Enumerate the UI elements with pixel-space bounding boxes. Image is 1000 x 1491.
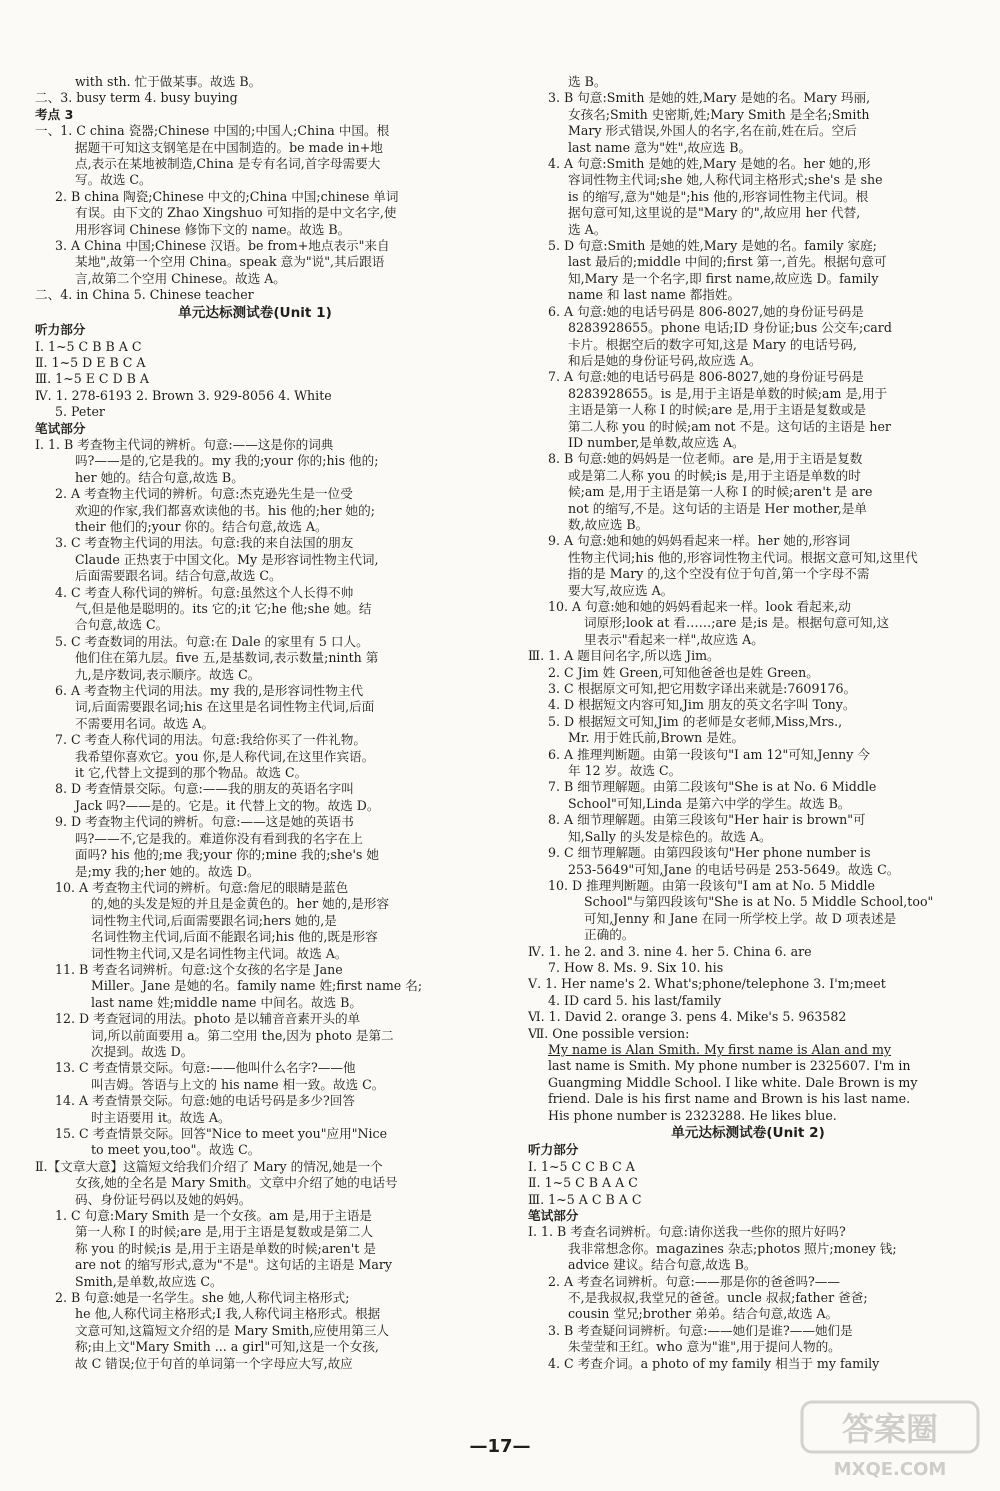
text-line: 7. How 8. Ms. 9. Six 10. his	[548, 959, 724, 975]
text-line: 词,所以前面要用 a。第二空用 the,因为 photo 是第二	[91, 1027, 394, 1043]
text-line: 4. C 考查人称代词的辨析。句意:虽然这个人长得不帅	[55, 584, 354, 600]
text-line: 写。故选 C。	[75, 172, 152, 188]
text-line: name 和 last name 都指姓。	[568, 287, 741, 303]
text-line: Ⅲ. 1~5 E C D B A	[35, 371, 150, 387]
text-line: 3. A China 中国;Chinese 汉语。be from+地点表示"来自	[55, 238, 390, 254]
page-number: —17—	[469, 1436, 531, 1457]
text-line: last name is Smith. My phone number is 2325607. I'm in	[548, 1058, 911, 1074]
text-line: 词性物主代词,后面需要跟名词;hers 她的,是	[91, 912, 337, 928]
text-line: 点,表示在某地被制造,China 是专有名词,首字母需要大	[75, 156, 381, 172]
text-line: not 的缩写,不是。这句话的主语是 Her mother,是单	[568, 500, 867, 516]
text-line: Ⅰ. 1~5 C C B C A	[528, 1158, 635, 1174]
text-line: 词原形;look at 看……;are 是;is 是。根据句意可知,这	[584, 615, 890, 631]
text-line: 故 C 错误;位于句首的单词第一个字母应大写,故应	[75, 1355, 353, 1371]
text-line: 后面需要跟名词。结合句意,故选 C。	[75, 568, 282, 584]
text-line: 8. B 句意:她的妈妈是一位老师。are 是,用于主语是复数	[548, 451, 863, 467]
text-line: 选 B。	[568, 74, 607, 89]
text-line: 2. B 句意:她是一名学生。she 她,人称代词主格形式;	[55, 1290, 350, 1306]
text-line: 某地",故第一个空用 China。speak 意为"说",其后跟语	[75, 254, 385, 270]
text-line: Claude 正热衷于中国文化。My 是形容词性物主代词,	[75, 551, 379, 567]
text-line: 称;由上文"Mary Smith ... a girl"可知,这是一个女孩,	[75, 1339, 379, 1355]
text-line: 据题干可知这支钢笔是在中国制造的。be made in+地	[75, 139, 383, 155]
text-line: 性物主代词;his 他的,形容词性物主代词。根据文意可知,这里代	[568, 549, 918, 565]
text-line: Mary 形式错误,外国人的名字,名在前,姓在后。空后	[568, 123, 857, 139]
text-line: 5. C 考查数词的用法。句意:在 Dale 的家里有 5 口人。	[55, 633, 369, 649]
text-line: 听力部分	[528, 1142, 579, 1158]
text-line: 4. A 句意:Smith 是她的姓,Mary 是她的名。her 她的,形	[548, 156, 871, 172]
text-line: 容词性物主代词;she 她,人称代词主格形式;she's 是 she	[568, 172, 883, 188]
text-line: Guangming Middle School. I like white. Dale Brown is my	[548, 1074, 918, 1090]
text-line: to meet you,too"。故选 C。	[91, 1142, 261, 1158]
text-line: Jack 吗?——是的。它是。it 代替上文的物。故选 D。	[75, 797, 380, 813]
text-line: 15. C 考查情景交际。回答"Nice to meet you"应用"Nice	[55, 1126, 388, 1141]
text-line: 合句意,故选 C。	[75, 617, 169, 633]
text-line: 或是第二人称 you 的时候;is 是,用于主语是单数的时	[568, 467, 861, 483]
text-line: 12. D 考查冠词的用法。photo 是以辅音音素开头的单	[55, 1011, 361, 1027]
text-line: Ⅳ. 1. 278-6193 2. Brown 3. 929-8056 4. White	[35, 387, 332, 403]
text-line: 一、1. C china 瓷器;Chinese 中国的;中国人;China 中国。根	[35, 123, 390, 139]
text-line: 卡片。根据空后的数字可知,这是 Mary 的电话号码,	[568, 336, 857, 352]
text-line: 的,她的头发是短的并且是金黄色的。her 她的,是形容	[91, 896, 390, 912]
text-line: ID number,是单数,故应选 A。	[568, 434, 745, 450]
text-line: 女孩,她的全名是 Mary Smith。文章中介绍了她的电话号	[75, 1175, 398, 1191]
text-line: 9. C 细节理解题。由第四段该句"Her phone number is	[548, 845, 871, 861]
text-line: Mr. 用于姓氏前,Brown 是姓。	[568, 730, 745, 746]
text-line: 10. D 推理判断题。由第一段该句"I am at No. 5 Middle	[548, 877, 875, 893]
text-line: 言,故第二个空用 Chinese。故选 A。	[75, 270, 286, 286]
text-line: 候;am 是,用于主语是第一人称 I 的时候;aren't 是 are	[568, 484, 873, 500]
text-line: 年 12 岁。故选 C。	[568, 763, 682, 779]
text-line: 3. C 考查物主代词的用法。句意:我的来自法国的朋友	[55, 535, 354, 551]
text-line: 吗?——是的,它是我的。my 我的;your 你的;his 他的;	[75, 453, 379, 469]
text-line: 名词性物主代词,后面不能跟名词;his 他的,既是形容	[91, 929, 378, 945]
left-column	[35, 74, 475, 1372]
text-line: 11. B 考查名词辨析。句意:这个女孩的名字是 Jane	[55, 961, 343, 977]
text-line: Ⅲ. 1. A 题目问名字,所以选 Jim。	[528, 648, 720, 664]
text-line: Ⅵ. 1. David 2. orange 3. pens 4. Mike's 5. 963582	[528, 1009, 847, 1025]
text-line: School"与第四段该句"She is at No. 5 Middle School,too"	[584, 894, 934, 910]
text-line: 我希望你喜欢它。you 你,是人称代词,在这里作宾语。	[75, 748, 375, 764]
watermark-text: 答案圈	[841, 1410, 939, 1448]
text-line: 第二人称 you 的时候;am not 不是。这句话的主语是 her	[568, 418, 891, 434]
text-line: it 它,代替上文提到的那个物品。故选 C。	[75, 765, 308, 781]
text-line: 时主语要用 it。故选 A。	[91, 1109, 231, 1125]
text-line: 吗?——不,它是我的。难道你没有看到我的名字在上	[75, 830, 363, 846]
text-line: Ⅱ.【文章大意】这篇短文给我们介绍了 Mary 的情况,她是一个	[35, 1158, 383, 1174]
text-line: My name is Alan Smith. My first name is Alan and my	[548, 1041, 892, 1057]
text-line: 和后是她的身份证号码,故应选 A。	[568, 352, 762, 368]
text-line: 5. D 根据短文可知,Jim 的老师是女老师,Miss,Mrs.,	[548, 713, 843, 729]
section-heading: 单元达标测试卷(Unit 2)	[671, 1125, 825, 1141]
text-line: 笔试部分	[35, 420, 86, 436]
text-line: 主语是第一人称 I 的时候;are 是,用于主语是复数或是	[568, 402, 867, 418]
text-line: 13. C 考查情景交际。句意:——他叫什么名字?——他	[55, 1060, 356, 1076]
text-line: 5. D 句意:Smith 是她的姓,Mary 是她的名。family 家庭;	[548, 238, 877, 254]
text-line: 14. A 考查情景交际。句意:她的电话号码是多少?回答	[55, 1093, 355, 1109]
text-line: Ⅰ. 1. B 考查名词辨析。句意:请你送我一些你的照片好吗?	[528, 1224, 846, 1240]
text-line: Ⅴ. 1. Her name's 2. What's;phone/telephone 3. I'm;meet	[528, 976, 886, 992]
text-line: 3. B 句意:Smith 是她的姓,Mary 是她的名。Mary 玛丽,	[548, 90, 871, 106]
text-line: 4. ID card 5. his last/family	[548, 992, 721, 1008]
text-line: last 最后的;middle 中间的;first 第一,首先。根据句意可	[568, 254, 887, 270]
text-line: advice 建议。结合句意,故选 B。	[568, 1257, 757, 1273]
text-line: 我非常想念你。magazines 杂志;photos 照片;money 钱;	[568, 1240, 897, 1256]
text-line: 不,是我叔叔,我堂兄的爸爸。uncle 叔叔;father 爸爸;	[568, 1290, 868, 1306]
text-line: 听力部分	[35, 322, 86, 338]
text-line: Ⅶ. One possible version:	[528, 1025, 690, 1041]
text-line: 有误。由下文的 Zhao Xingshuo 可知指的是中文名字,使	[75, 205, 397, 221]
text-line: 2. C Jim 姓 Green,可知他爸爸也是姓 Green。	[548, 664, 819, 680]
text-line: 用形容词 Chinese 修饰下文的 name。故选 B。	[75, 221, 351, 237]
text-line: 气,但是他是聪明的。its 它的;it 它;he 他;she 她。结	[75, 601, 372, 616]
text-line: Miller。Jane 是她的名。family name 姓;first name 名;	[91, 978, 423, 994]
text-line: 6. A 考查物主代词的用法。my 我的,是形容词性物主代	[55, 683, 364, 699]
watermark-logo	[800, 1400, 980, 1482]
text-line: 朱莹莹和王红。who 意为"谁",用于提问人物的。	[568, 1339, 841, 1355]
text-line: are not 的缩写形式,意为"不是"。这句话的主语是 Mary	[75, 1257, 392, 1273]
text-line: 二、4. in China 5. Chinese teacher	[35, 287, 254, 303]
text-line: 10. A 考查物主代词的辨析。句意:詹尼的眼睛是蓝色	[55, 879, 349, 895]
text-line: 4. D 根据短文内容可知,Jim 朋友的英文名字叫 Tony。	[548, 697, 856, 713]
text-line: 253-5649"可知,Jane 的电话号码是 253-5649。故选 C。	[568, 861, 900, 877]
text-line: last name 意为"姓",故应选 B。	[568, 139, 752, 155]
text-line: Ⅰ. 1. B 考查物主代词的辨析。句意:——这是你的词典	[35, 436, 334, 452]
text-line: Ⅱ. 1~5 D E B C A	[35, 354, 146, 370]
text-line: 词,后面需要跟名词;his 在这里是名词性物主代词,后面	[75, 699, 375, 715]
text-line: 知,Sally 的头发是棕色的。故选 A。	[568, 828, 772, 844]
text-line: 他们住在第九层。five 五,是基数词,表示数量;ninth 第	[75, 650, 379, 666]
text-line: Ⅰ. 1~5 C B B A C	[35, 338, 142, 354]
text-line: Smith,是单数,故应选 C。	[75, 1273, 223, 1289]
section-heading: 单元达标测试卷(Unit 1)	[178, 304, 332, 321]
text-line: 2. A 考查物主代词的辨析。句意:杰克逊先生是一位受	[55, 486, 353, 502]
text-line: 1. C 句意:Mary Smith 是一个女孩。am 是,用于主语是	[55, 1208, 372, 1224]
text-line: 不需要用名词。故选 A。	[75, 715, 215, 731]
text-line: 4. C 考查介词。a photo of my family 相当于 my family	[548, 1355, 880, 1371]
text-line: 8283928655。is 是,用于主语是单数的时候;am 是,用于	[568, 385, 888, 401]
text-line: 可知,Jenny 和 Jane 在同一所学校上学。故 D 项表述是	[584, 910, 897, 926]
text-line: 词性物主代词,又是名词性物主代词。故选 A。	[91, 945, 348, 961]
text-line: their 他们的;your 你的。结合句意,故选 A。	[75, 518, 328, 534]
text-line: 9. D 考查物主代词的辨析。句意:——这是她的英语书	[55, 814, 354, 830]
text-line: 9. A 句意:她和她的妈妈看起来一样。her 她的,形容词	[548, 533, 851, 549]
text-line: 6. A 句意:她的电话号码是 806-8027,她的身份证号码是	[548, 303, 864, 319]
text-line: 8283928655。phone 电话;ID 身份证;bus 公交车;card	[568, 320, 892, 336]
text-line: 3. B 考查疑问词辨析。句意:——她们是谁?——她们是	[548, 1322, 853, 1338]
text-line: 指的是 Mary 的,这个空没有位于句首,第一个字母不需	[568, 566, 870, 582]
text-line: 正确的。	[584, 927, 635, 943]
text-line: is 的缩写,意为"她是";his 他的,形容词性物主代词。根	[568, 188, 869, 204]
text-line: 8. A 细节理解题。由第三段该句"Her hair is brown"可	[548, 812, 866, 828]
text-line: 考点 3	[35, 106, 74, 122]
text-line: 文意可知,这篇短文介绍的是 Mary Smith,应使用第三人	[75, 1322, 390, 1338]
watermark-url: MXQE.COM	[833, 1459, 947, 1480]
text-line: 2. B china 陶瓷;Chinese 中文的;China 中国;chinese 单词	[55, 188, 399, 204]
text-line: 二、3. busy term 4. busy buying	[35, 90, 238, 106]
text-line: 第一人称 I 的时候;are 是,用于主语是复数或是第二人	[75, 1224, 374, 1240]
text-line: 7. B 细节理解题。由第二段该句"She is at No. 6 Middle	[548, 779, 877, 795]
text-line: 叫吉姆。答语与上文的 his name 相一致。故选 C。	[91, 1076, 385, 1092]
right-column	[528, 74, 968, 1372]
text-line: 据句意可知,这里说的是"Mary 的",故应用 her 代替,	[568, 205, 861, 221]
text-line: friend. Dale is his first name and Brown is his last name.	[548, 1091, 911, 1107]
text-line: 九,是序数词,表示顺序。故选 C。	[75, 666, 261, 682]
text-line: 称 you 的时候;is 是,用于主语是单数的时候;aren't 是	[75, 1240, 376, 1256]
text-line: 7. A 句意:她的电话号码是 806-8027,她的身份证号码是	[548, 369, 864, 385]
text-line: 10. A 句意:她和她的妈妈看起来一样。look 看起来,动	[548, 599, 851, 614]
text-line: 5. Peter	[55, 404, 105, 420]
text-line: 女孩名;Smith 史密斯,姓;Mary Smith 是全名;Smith	[568, 106, 870, 122]
text-line: cousin 堂兄;brother 弟弟。结合句意,故选 A。	[568, 1306, 839, 1322]
text-line: 笔试部分	[528, 1208, 579, 1224]
text-line: Ⅳ. 1. he 2. and 3. nine 4. her 5. China 6. are	[528, 943, 812, 959]
text-line: with sth. 忙于做某事。故选 B。	[75, 74, 262, 89]
text-line: 知,Mary 是一个名字,即 first name,故应选 D。family	[568, 270, 879, 286]
text-line: 7. C 考查人称代词的用法。句意:我给你买了一件礼物。	[55, 732, 366, 748]
text-line: 8. D 考查情景交际。句意:——我的朋友的英语名字叫	[55, 781, 354, 797]
text-line: he 他,人称代词主格形式;I 我,人称代词主格形式。根据	[75, 1306, 381, 1322]
text-line: 是;my 我的;her 她的。故选 D。	[75, 863, 260, 879]
text-line: 6. A 推理判断题。由第一段该句"I am 12"可知,Jenny 今	[548, 746, 870, 762]
text-line: 要大写,故应选 A。	[568, 582, 674, 598]
text-line: 欢迎的作家,我们都喜欢读他的书。his 他的;her 她的;	[75, 502, 375, 518]
text-line: last name 姓;middle name 中间名。故选 B。	[91, 994, 362, 1010]
text-line: 数,故应选 B。	[568, 516, 649, 532]
text-line: her 她的。结合句意,故选 B。	[75, 469, 244, 485]
text-line: 次提到。故选 D。	[91, 1043, 194, 1059]
text-line: 3. C 根据原文可知,把它用数字译出来就是:7609176。	[548, 681, 857, 697]
text-line: Ⅲ. 1~5 A C B A C	[528, 1191, 642, 1207]
text-line: School"可知,Linda 是第六中学的学生。故选 B。	[568, 795, 851, 811]
text-line: His phone number is 2323288. He likes blue.	[548, 1107, 837, 1123]
text-line: 面吗? his 他的;me 我;your 你的;mine 我的;she's 她	[75, 847, 379, 863]
text-line: 里表示"看起来一样",故应选 A。	[584, 631, 764, 647]
text-line: 2. A 考查名词辨析。句意:——那是你的爸爸吗?——	[548, 1273, 840, 1289]
text-line: Ⅱ. 1~5 C B A A C	[528, 1175, 638, 1191]
text-line: 选 A。	[568, 221, 607, 237]
text-line: 码、身份证号码以及她的妈妈。	[75, 1191, 252, 1207]
